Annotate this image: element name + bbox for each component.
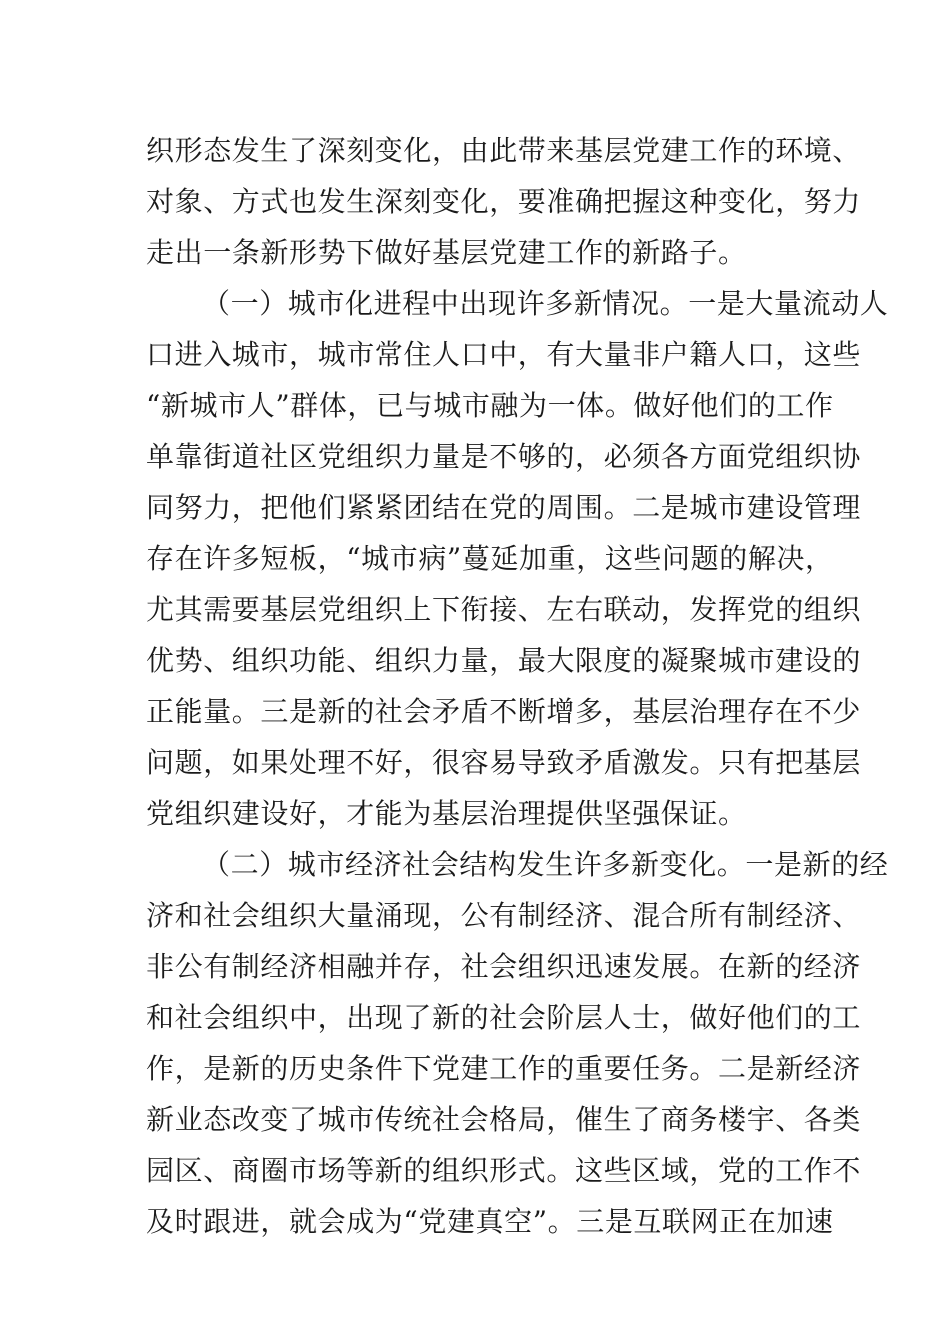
text-line: 问题，如果处理不好，很容易导致矛盾激发。只有把基层	[146, 746, 862, 779]
text-line: 新业态改变了城市传统社会格局，催生了商务楼宇、各类	[146, 1103, 862, 1136]
text-line: 非公有制经济相融并存，社会组织迅速发展。在新的经济	[146, 950, 862, 983]
paragraph-heading-2: （二）城市经济社会结构发生许多新变化。一是新的经	[202, 848, 889, 881]
text-line: 正能量。三是新的社会矛盾不断增多，基层治理存在不少	[146, 695, 862, 728]
text-line: “新城市人”群体，已与城市融为一体。做好他们的工作	[146, 389, 834, 422]
text-line: 尤其需要基层党组织上下衔接、左右联动，发挥党的组织	[146, 593, 862, 626]
text-line: 和社会组织中，出现了新的社会阶层人士，做好他们的工	[146, 1001, 862, 1034]
text-line: 及时跟进，就会成为“党建真空”。三是互联网正在加速	[146, 1205, 834, 1238]
text-line: 济和社会组织大量涌现，公有制经济、混合所有制经济、	[146, 899, 862, 932]
text-line: 优势、组织功能、组织力量，最大限度的凝聚城市建设的	[146, 644, 862, 677]
text-line: 作，是新的历史条件下党建工作的重要任务。二是新经济	[146, 1052, 862, 1085]
text-line: 口进入城市，城市常住人口中，有大量非户籍人口，这些	[146, 338, 862, 371]
text-line: 织形态发生了深刻变化，由此带来基层党建工作的环境、	[146, 134, 862, 167]
text-line: 对象、方式也发生深刻变化，要准确把握这种变化，努力	[146, 185, 862, 218]
text-line: 单靠街道社区党组织力量是不够的，必须各方面党组织协	[146, 440, 862, 473]
text-line: 党组织建设好，才能为基层治理提供坚强保证。	[146, 797, 747, 830]
text-line: 同努力，把他们紧紧团结在党的周围。二是城市建设管理	[146, 491, 862, 524]
text-line: 园区、商圈市场等新的组织形式。这些区域，党的工作不	[146, 1154, 862, 1187]
text-line: 走出一条新形势下做好基层党建工作的新路子。	[146, 236, 747, 269]
text-line: 存在许多短板，“城市病”蔓延加重，这些问题的解决，	[146, 542, 834, 575]
paragraph-heading-1: （一）城市化进程中出现许多新情况。一是大量流动人	[202, 287, 889, 320]
